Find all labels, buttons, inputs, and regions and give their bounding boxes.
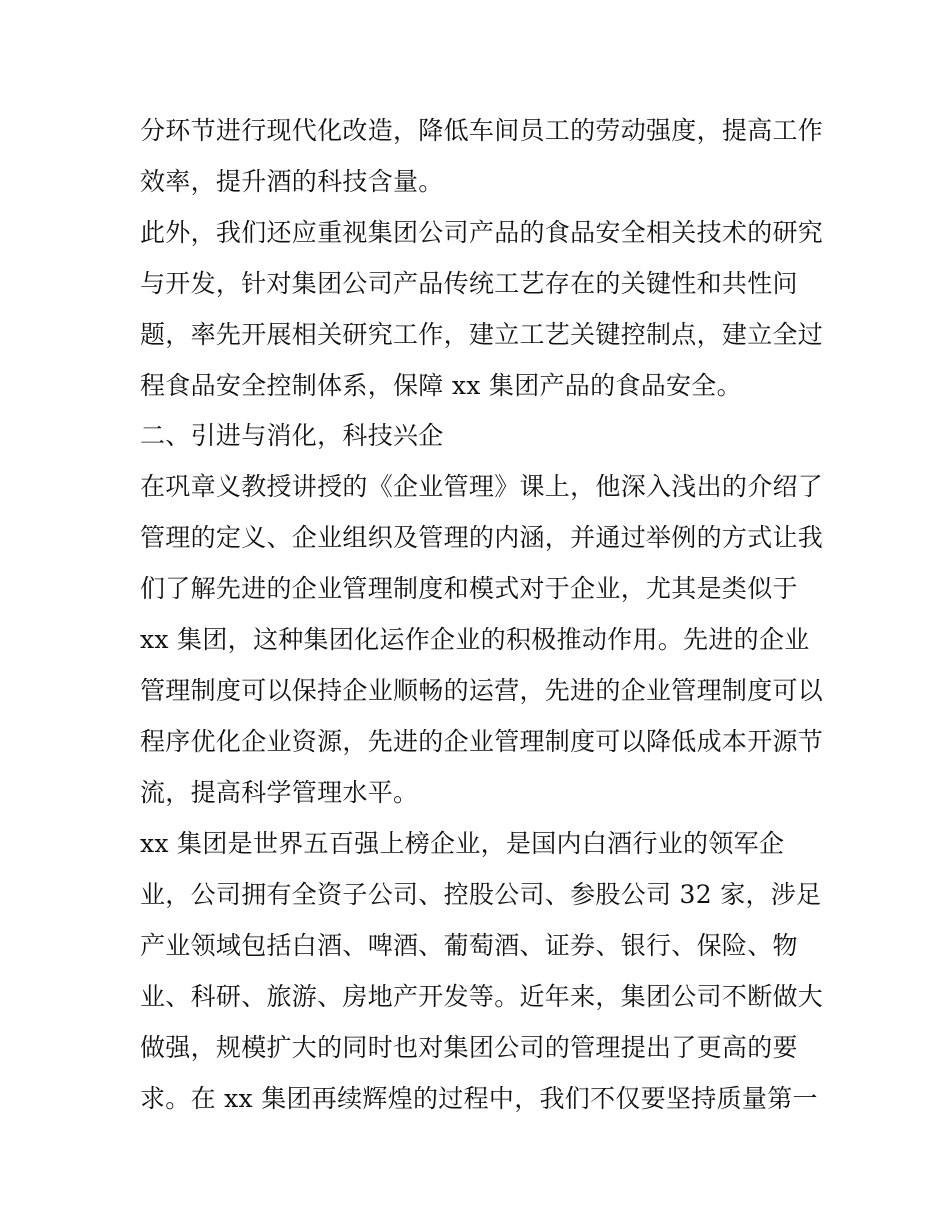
text-line: 效率，提升酒的科技含量。 <box>140 167 444 196</box>
text-line: 做强，规模扩大的同时也对集团公司的管理提出了更高的要 <box>140 1033 798 1062</box>
text-line: 业，公司拥有全资子公司、控股公司、参股公司 32 家，涉足 <box>140 880 822 909</box>
text-line: 们了解先进的企业管理制度和模式对于企业，尤其是类似于 <box>140 574 798 603</box>
text-line: 产业领域包括白酒、啤酒、葡萄酒、证券、银行、保险、物 <box>140 931 798 960</box>
text-line: 管理的定义、企业组织及管理的内涵，并通过举例的方式让我 <box>140 523 824 552</box>
text-line: 管理制度可以保持企业顺畅的运营，先进的企业管理制度可以 <box>140 676 824 705</box>
text-line: 此外，我们还应重视集团公司产品的食品安全相关技术的研究 <box>140 218 824 247</box>
text-line: 流，提高科学管理水平。 <box>140 778 419 807</box>
text-line: xx 集团是世界五百强上榜企业，是国内白酒行业的领军企 <box>140 829 785 858</box>
text-line: 业、科研、旅游、房地产开发等。近年来，集团公司不断做大 <box>140 982 824 1011</box>
section-heading: 二、引进与消化，科技兴企 <box>140 421 444 450</box>
text-line: 与开发，针对集团公司产品传统工艺存在的关键性和共性问 <box>140 269 798 298</box>
text-line: 程序优化企业资源，先进的企业管理制度可以降低成本开源节 <box>140 727 824 756</box>
text-line: 求。在 xx 集团再续辉煌的过程中，我们不仅要坚持质量第一 <box>140 1084 818 1113</box>
text-line: 在巩章义教授讲授的《企业管理》课上，他深入浅出的介绍了 <box>140 472 824 501</box>
text-line: 分环节进行现代化改造，降低车间员工的劳动强度，提高工作 <box>140 116 824 145</box>
text-line: 程食品安全控制体系，保障 xx 集团产品的食品安全。 <box>140 371 742 400</box>
text-line: xx 集团，这种集团化运作企业的积极推动作用。先进的企业 <box>140 625 810 654</box>
text-line: 题，率先开展相关研究工作，建立工艺关键控制点，建立全过 <box>140 320 824 349</box>
